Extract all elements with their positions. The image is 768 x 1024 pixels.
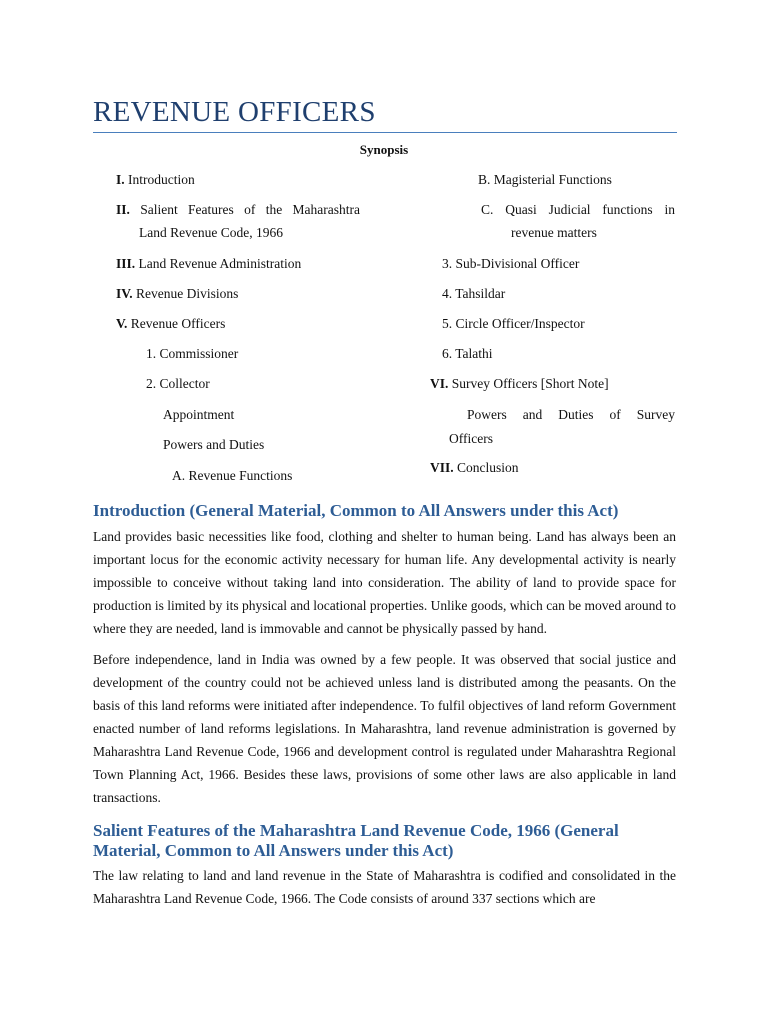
paragraph: The law relating to land and land revenue in the State of Maharashtra is codified and consolidated in the Maharashtra Land Revenue Code, 1966. The Code consists of around 337 sections which are [93, 868, 676, 906]
synopsis-heading: Synopsis [359, 142, 409, 157]
section-heading-salient-features: Salient Features of the Maharashtra Land Revenue Code, 1966 (General Material, Common to All Answers under this Act) [93, 821, 619, 860]
toc-item-powers-duties-survey: Powers and Duties of Survey [467, 407, 675, 422]
toc-item-revenue-functions: A. Revenue Functions [172, 468, 293, 483]
toc-item-revenue-divisions: IV. Revenue Divisions [116, 286, 239, 301]
paragraph: Before independence, land in India was owned by a few people. It was observed that social justice and development of the country could not be achieved unless land is distributed among the peasants. On the basis of this land reforms were initiated after independence. To fulfil objectives of land reform Government enacted number of land reforms legislations. In Maharashtra, land revenue administration is governed by Maharashtra Land Revenue Code, 1966 and development control is regulated under Maharashtra Regional Town Planning Act, 1966. Besides these laws, provisions of some other laws are also applicable in land transactions. [93, 652, 676, 805]
toc-item-collector: 2. Collector [146, 376, 210, 391]
toc-item-quasi-judicial-cont: revenue matters [511, 225, 597, 240]
toc-item-tahsildar: 4. Tahsildar [442, 286, 506, 301]
toc-item-appointment: Appointment [163, 407, 235, 422]
toc-item-sub-divisional-officer: 3. Sub-Divisional Officer [442, 256, 580, 271]
toc-item-land-revenue-administration: III. Land Revenue Administration [116, 256, 302, 271]
toc-item-survey-officers: VI. Survey Officers [Short Note] [430, 376, 609, 391]
document-title: REVENUE OFFICERS [93, 96, 376, 128]
toc-item-powers-duties-survey-cont: Officers [449, 431, 493, 446]
toc-item-salient-features-cont: Land Revenue Code, 1966 [139, 225, 283, 240]
toc-item-conclusion: VII. Conclusion [430, 460, 519, 475]
toc-item-introduction: I. Introduction [116, 172, 195, 187]
toc-item-magisterial-functions: B. Magisterial Functions [478, 172, 612, 187]
toc-item-quasi-judicial: C. Quasi Judicial functions in [481, 202, 675, 217]
toc-item-commissioner: 1. Commissioner [146, 346, 239, 361]
toc-item-revenue-officers: V. Revenue Officers [116, 316, 226, 331]
section-heading-introduction: Introduction (General Material, Common to All Answers under this Act) [93, 501, 619, 520]
paragraph: Land provides basic necessities like food, clothing and shelter to human being. Land has always been an important locus for the economic activity necessary for human life. Any developmental activity is nearly impossible to conceive without taking land into consideration. The ability of land to provide space for production is limited by its physical and locational properties. Unlike goods, which can be moved around to where they are needed, land is immovable and cannot be physically passed by hand. [93, 529, 676, 636]
toc-item-talathi: 6. Talathi [442, 346, 493, 361]
title-divider [93, 132, 677, 133]
toc-item-circle-officer: 5. Circle Officer/Inspector [442, 316, 585, 331]
toc-item-powers-and-duties: Powers and Duties [163, 437, 265, 452]
toc-item-salient-features: II. Salient Features of the Maharashtra [116, 202, 360, 217]
